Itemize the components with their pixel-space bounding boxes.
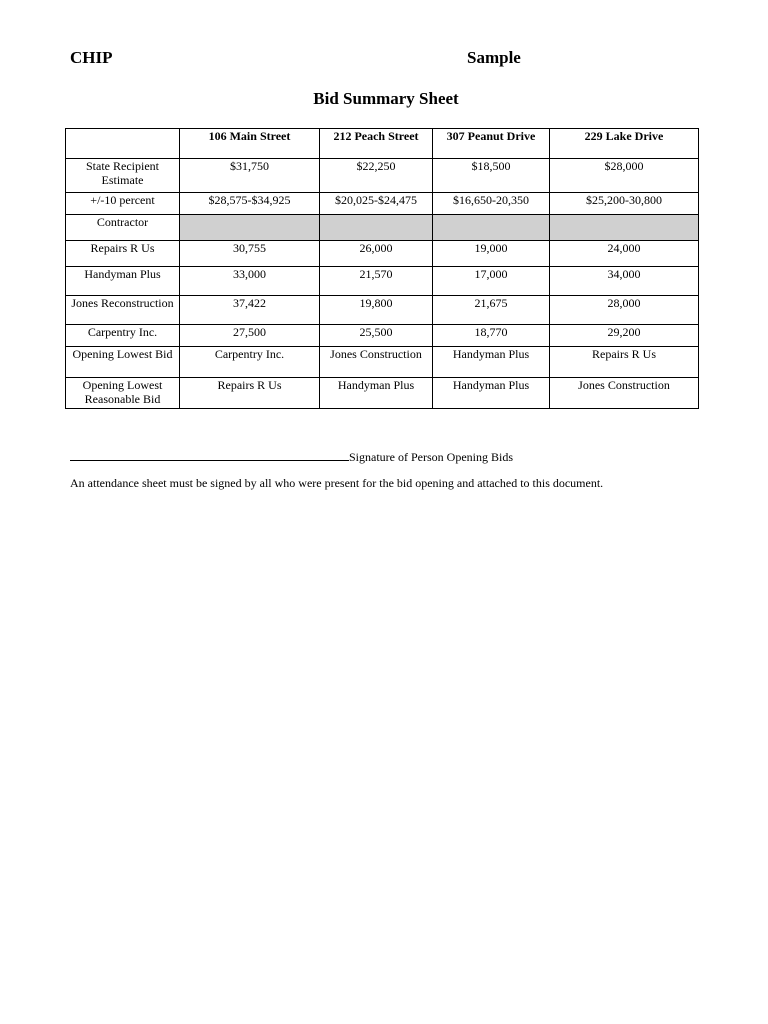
shaded-cell: [320, 215, 433, 241]
table-cell: Carpentry Inc.: [180, 347, 320, 378]
shaded-cell: [550, 215, 699, 241]
table-cell: 25,500: [320, 325, 433, 347]
row-label: Opening Lowest Reasonable Bid: [66, 378, 180, 409]
contractor-header-row: [66, 215, 699, 241]
shaded-cell: [180, 215, 320, 241]
contractor-name: Repairs R Us: [66, 241, 180, 267]
table-cell: $18,500: [433, 159, 550, 193]
table-cell: $22,250: [320, 159, 433, 193]
column-header-address: 229 Lake Drive: [550, 129, 699, 159]
header-sample-label: Sample: [467, 48, 521, 67]
lowest-reasonable-bid-row: [66, 378, 699, 409]
table-row: [66, 296, 699, 325]
table-row: [66, 267, 699, 296]
contractor-name: Jones Reconstruction: [66, 296, 180, 325]
table-cell: 17,000: [433, 267, 550, 296]
table-cell: 19,000: [433, 241, 550, 267]
column-header-blank: [66, 129, 180, 159]
table-cell: Handyman Plus: [433, 378, 550, 409]
table-cell: $31,750: [180, 159, 320, 193]
table-cell: 33,000: [180, 267, 320, 296]
row-label: State Recipient Estimate: [66, 159, 180, 193]
document-title: Bid Summary Sheet: [313, 89, 459, 108]
bid-summary-table: [65, 128, 699, 409]
contractor-name: Carpentry Inc.: [66, 325, 180, 347]
table-cell: 28,000: [550, 296, 699, 325]
shaded-cell: [433, 215, 550, 241]
contractor-name: Handyman Plus: [66, 267, 180, 296]
column-header-address: 106 Main Street: [180, 129, 320, 159]
header-program-name: CHIP: [70, 48, 113, 67]
table-row: [66, 325, 699, 347]
table-header-row: [66, 129, 699, 159]
table-cell: Repairs R Us: [180, 378, 320, 409]
table-cell: 37,422: [180, 296, 320, 325]
table-cell: 30,755: [180, 241, 320, 267]
table-cell: 21,570: [320, 267, 433, 296]
signature-line: [70, 448, 513, 465]
range-row: [66, 193, 699, 215]
column-header-address: 307 Peanut Drive: [433, 129, 550, 159]
table-cell: 19,800: [320, 296, 433, 325]
row-label: +/-10 percent: [66, 193, 180, 215]
table-cell: 21,675: [433, 296, 550, 325]
table-cell: Handyman Plus: [433, 347, 550, 378]
table-cell: $25,200-30,800: [550, 193, 699, 215]
table-row: [66, 241, 699, 267]
table-cell: Jones Construction: [320, 347, 433, 378]
table-cell: Jones Construction: [550, 378, 699, 409]
table-cell: 18,770: [433, 325, 550, 347]
table-cell: $28,575-$34,925: [180, 193, 320, 215]
table-cell: 27,500: [180, 325, 320, 347]
table-cell: $16,650-20,350: [433, 193, 550, 215]
column-header-address: 212 Peach Street: [320, 129, 433, 159]
attendance-note: An attendance sheet must be signed by all who were present for the bid opening and attached to this document.: [70, 476, 604, 490]
lowest-bid-row: [66, 347, 699, 378]
table-cell: 24,000: [550, 241, 699, 267]
table-cell: Handyman Plus: [320, 378, 433, 409]
table-cell: $28,000: [550, 159, 699, 193]
table-cell: 26,000: [320, 241, 433, 267]
signature-blank: [70, 448, 349, 461]
state-estimate-row: [66, 159, 699, 193]
table-cell: 29,200: [550, 325, 699, 347]
table-cell: $20,025-$24,475: [320, 193, 433, 215]
table-cell: Repairs R Us: [550, 347, 699, 378]
signature-label: Signature of Person Opening Bids: [349, 450, 513, 464]
row-label: Opening Lowest Bid: [66, 347, 180, 378]
contractor-header: Contractor: [66, 215, 180, 241]
table-cell: 34,000: [550, 267, 699, 296]
